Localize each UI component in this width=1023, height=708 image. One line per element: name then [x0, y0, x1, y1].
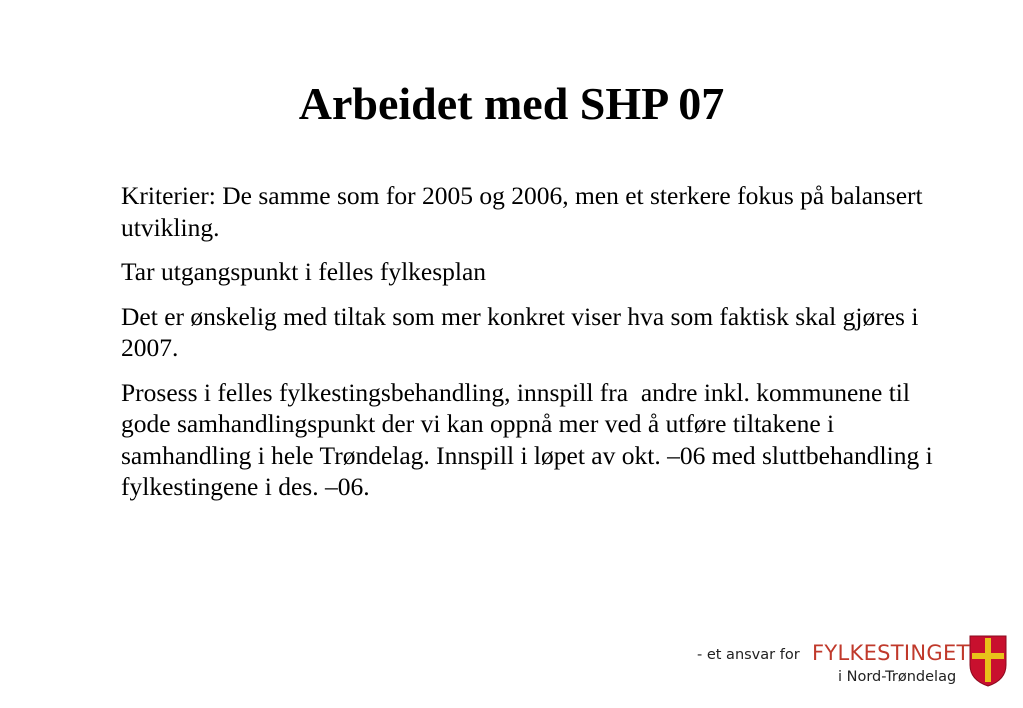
coat-of-arms-icon: [969, 635, 1007, 687]
slide-title: Arbeidet med SHP 07: [298, 78, 725, 129]
crest-cross-vertical: [985, 638, 991, 682]
paragraph-criteria: Kriterier: De samme som for 2005 og 2006, men et sterkere fokus på balansert utvikling.: [121, 181, 929, 242]
paragraph-concrete-measures: Det er ønskelig med tiltak som mer konkret viser hva som faktisk skal gjøres i 2007.: [121, 301, 925, 362]
logo-tagline: - et ansvar for: [697, 647, 800, 663]
logo-region: i Nord-Trøndelag: [838, 669, 957, 685]
crest-cross-horizontal: [972, 653, 1004, 659]
paragraph-process: Prosess i felles fylkestingsbehandling, innspill fra andre inkl. kommunene til gode samhandlingspunkt der vi kan oppnå mer ved å utføre tiltakene i samhandling i hele Trøndelag. Innspill i løpet av okt. –06 med sluttbehandling i fylkestingene i des. –06.: [121, 377, 940, 501]
slide-body: [121, 180, 951, 516]
logo-org-name: FYLKESTINGET: [812, 641, 970, 665]
footer-logo: [695, 641, 1015, 693]
paragraph-starting-point: Tar utgangspunkt i felles fylkesplan: [121, 257, 487, 286]
